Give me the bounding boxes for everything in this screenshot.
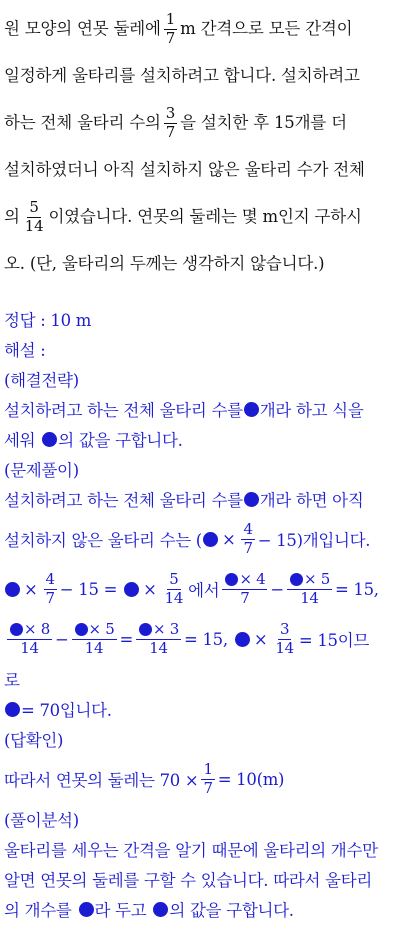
times-sign: × xyxy=(253,629,268,649)
analysis-line xyxy=(4,864,397,894)
numerator: 5 xyxy=(169,569,179,588)
analysis-title: (풀이분석) xyxy=(4,811,79,830)
question-text: 을 설치한 후 15개를 더 xyxy=(180,112,347,132)
question-text: 이였습니다. 연못의 둘레는 몇 m인지 구하시 xyxy=(48,206,362,226)
circle-icon xyxy=(79,902,94,917)
text: 설치하려고 하는 전체 울타리 수를 xyxy=(4,491,243,510)
strategy-line xyxy=(4,394,397,424)
equation-line xyxy=(4,694,397,724)
question-text: 일정하게 울타리를 설치하려고 합니다. 설치하려고 xyxy=(4,65,360,85)
times-sign: × xyxy=(143,579,157,599)
numerator: 5 xyxy=(29,197,39,216)
denominator: 7 xyxy=(240,588,250,607)
text: 설치하려고 하는 전체 울타리 수를 xyxy=(4,401,243,420)
text: 의 개수를 xyxy=(4,901,72,920)
question-text: m 간격으로 모든 간격이 xyxy=(180,18,353,38)
answer-label xyxy=(4,304,397,334)
question xyxy=(4,0,397,282)
answer-text: 정답 : 10 m xyxy=(4,311,92,330)
solve-line xyxy=(4,484,397,514)
denominator: 14 xyxy=(24,216,44,235)
question-text: 원 모양의 연못 둘레에 xyxy=(4,18,161,38)
solve-title: (문제풀이) xyxy=(4,461,79,480)
denominator: 7 xyxy=(203,778,213,797)
text: 설치하지 않은 울타리 수는 ( xyxy=(4,531,202,550)
numerator xyxy=(287,569,332,590)
fraction xyxy=(287,569,332,607)
explanation-text: 해설 : xyxy=(4,341,46,360)
numerator-text: × 5 xyxy=(303,569,330,588)
text: = 15, xyxy=(184,629,228,649)
circle-icon xyxy=(75,623,88,636)
analysis-line xyxy=(4,894,397,924)
strategy-line xyxy=(4,424,397,454)
text: − 15 = xyxy=(59,579,118,599)
equation-line xyxy=(4,614,397,664)
numerator xyxy=(7,619,52,640)
circle-icon xyxy=(139,623,152,636)
numerator: 1 xyxy=(165,9,176,28)
text: 개라 하고 식을 xyxy=(259,401,364,420)
solve-line xyxy=(4,514,397,564)
numerator xyxy=(72,619,117,640)
numerator xyxy=(222,569,267,590)
text: = 10(m) xyxy=(217,769,285,789)
text: 따라서 연못의 둘레는 70 × xyxy=(4,771,199,790)
denominator: 14 xyxy=(84,638,104,657)
fraction xyxy=(201,759,214,797)
fraction xyxy=(72,619,117,657)
fraction xyxy=(7,619,52,657)
minus-sign: − xyxy=(54,629,69,649)
question-text: 설치하였더니 아직 설치하지 않은 울타리 수가 전체 xyxy=(4,159,365,179)
numerator xyxy=(136,619,181,640)
numerator: 3 xyxy=(279,619,290,638)
circle-icon xyxy=(5,582,20,597)
text: = 15, xyxy=(334,579,379,599)
section-title xyxy=(4,724,397,754)
circle-icon xyxy=(153,902,168,917)
question-text: 오. (단, 울타리의 두께는 생각하지 않습니다.) xyxy=(4,253,325,273)
section-title xyxy=(4,454,397,484)
numerator-text: × 4 xyxy=(239,569,266,588)
denominator: 7 xyxy=(165,28,176,47)
text: 개라 하면 아직 xyxy=(259,491,364,510)
denominator: 14 xyxy=(149,638,168,657)
text: 라 두고 xyxy=(94,901,147,920)
text: 세워 xyxy=(4,431,36,450)
denominator: 14 xyxy=(300,588,319,607)
circle-icon xyxy=(244,402,259,417)
denominator: 14 xyxy=(275,638,294,657)
question-line xyxy=(4,246,397,282)
fraction xyxy=(273,619,296,657)
fraction xyxy=(44,569,57,607)
fraction xyxy=(241,519,254,557)
question-line xyxy=(4,188,397,246)
section-title xyxy=(4,804,397,834)
fraction xyxy=(163,569,186,607)
times-sign: × xyxy=(24,579,38,599)
fraction xyxy=(164,103,177,141)
text: 에서 xyxy=(188,581,220,600)
numerator-text: × 8 xyxy=(24,619,50,638)
text: = 15이므 xyxy=(298,631,370,650)
equation-line xyxy=(4,564,397,614)
section-title xyxy=(4,364,397,394)
question-text: 의 xyxy=(4,206,20,226)
question-line xyxy=(4,152,397,188)
numerator: 4 xyxy=(243,519,253,538)
text: − 15)개입니다. xyxy=(257,531,371,550)
circle-icon xyxy=(5,702,20,717)
denominator: 14 xyxy=(20,638,39,657)
numerator-text: × 3 xyxy=(153,619,180,638)
check-line xyxy=(4,754,397,804)
denominator: 7 xyxy=(243,538,253,557)
strategy-title: (해결전략) xyxy=(4,371,79,390)
circle-icon xyxy=(244,492,259,507)
circle-icon xyxy=(42,432,57,447)
circle-icon xyxy=(124,582,139,597)
fraction xyxy=(23,197,46,235)
circle-icon xyxy=(10,623,23,636)
fraction xyxy=(164,9,177,47)
question-line xyxy=(4,94,397,152)
times-sign: × xyxy=(221,529,236,549)
numerator: 1 xyxy=(203,759,213,778)
denominator: 7 xyxy=(45,588,55,607)
text: 로 xyxy=(4,671,20,690)
fraction xyxy=(222,569,267,607)
minus-sign: − xyxy=(270,579,284,599)
numerator: 4 xyxy=(45,569,55,588)
numerator: 3 xyxy=(165,103,176,122)
check-title: (답확인) xyxy=(4,731,64,750)
circle-icon xyxy=(235,632,250,647)
answer-section xyxy=(4,304,397,924)
circle-icon xyxy=(203,532,218,547)
question-text: 하는 전체 울타리 수의 xyxy=(4,112,161,132)
explanation-label xyxy=(4,334,397,364)
analysis-line xyxy=(4,834,397,864)
denominator: 14 xyxy=(164,588,184,607)
denominator: 7 xyxy=(165,122,176,141)
question-line xyxy=(4,0,397,58)
fraction xyxy=(136,619,181,657)
circle-icon xyxy=(290,573,303,586)
text: 울타리를 세우는 간격을 알기 때문에 울타리의 개수만 xyxy=(4,841,378,860)
text: 의 값을 구합니다. xyxy=(169,901,294,920)
text: 알면 연못의 둘레를 구할 수 있습니다. 따라서 울타리 xyxy=(4,871,372,890)
numerator-text: × 5 xyxy=(88,619,115,638)
equation-line xyxy=(4,664,397,694)
equals-sign: = xyxy=(119,629,134,649)
question-line xyxy=(4,58,397,94)
text: 의 값을 구합니다. xyxy=(58,431,183,450)
text: = 70입니다. xyxy=(21,701,112,720)
circle-icon xyxy=(225,573,238,586)
